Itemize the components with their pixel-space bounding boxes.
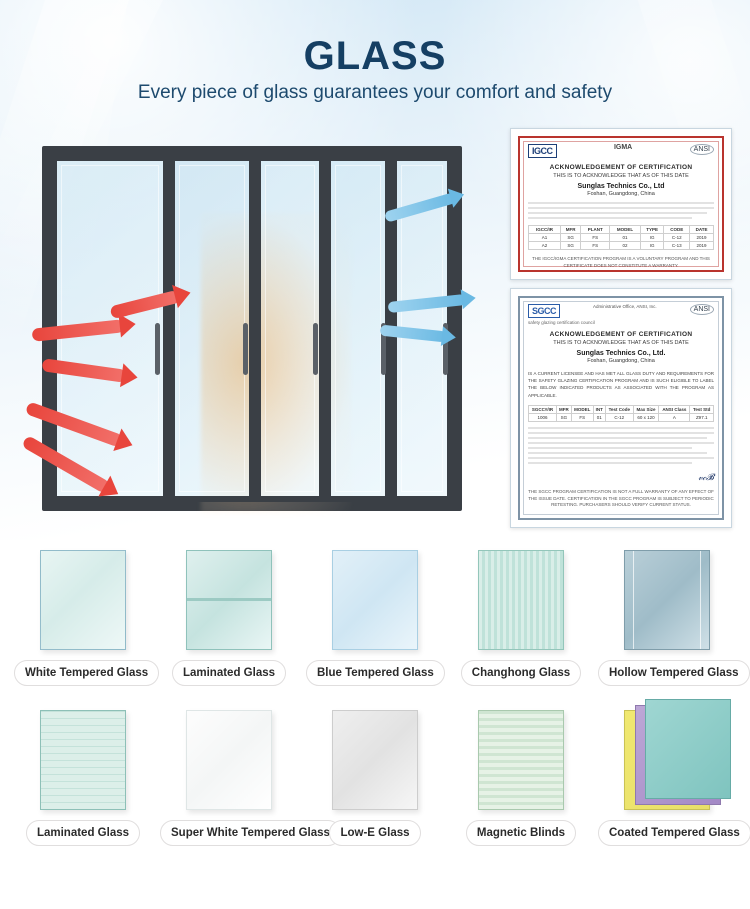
certificate-body-lines [528,202,714,219]
glass-swatch [478,710,564,810]
table-cell: FS [581,242,610,250]
certificate-body-lines [528,427,714,464]
table-header-cell: MODEL [610,226,641,234]
certificate-address: Foshan, Guangdong, China [587,191,655,197]
table-cell: A [659,413,690,421]
table-header-cell: ANSI Class [659,405,690,413]
door-handle-icon [243,323,248,375]
certificate-subtitle: THIS IS TO ACKNOWLEDGE THAT AS OF THIS DATE [553,173,689,179]
glass-swatch [624,710,710,810]
glass-swatch [40,710,126,810]
table-header-cell: CODE [664,226,690,234]
glass-label: White Tempered Glass [14,660,159,686]
certificate-company: Sunglas Technics Co., Ltd. [576,350,666,357]
table-cell: C-12 [664,234,690,242]
table-cell: Z97.1 [690,413,714,421]
table-header-cell: IGCC/IR [529,226,561,234]
certificate-address: Foshan, Guangdong, China [587,358,655,364]
table-cell: IG [640,242,664,250]
table-cell: FS [571,413,593,421]
table-row [529,413,714,421]
certificate-office-line: Administrative Office, ANSI, Inc. [592,304,657,309]
door-handle-icon [155,323,160,375]
glass-swatch [40,550,126,650]
table-cell: SG [560,242,580,250]
table-cell: SG [556,413,571,421]
glass-swatch [332,550,418,650]
table-cell: 2019 [690,234,714,242]
table-cell: 02 [610,242,641,250]
table-header-cell: Test Code [605,405,633,413]
table-cell: C-12 [605,413,633,421]
table-header-cell: MFR [556,405,571,413]
glass-card-super-white-tempered[interactable] [160,700,330,846]
certificate-table [528,225,714,250]
glass-card-low-e[interactable] [306,700,444,846]
certificate-table [528,405,714,422]
table-cell: SG [560,234,580,242]
glass-card-hollow-tempered[interactable] [598,540,739,686]
glass-swatch-layer [645,699,731,799]
glass-label: Magnetic Blinds [466,820,576,846]
glass-label: Super White Tempered Glass [160,820,341,846]
table-header-cell: PLANT [581,226,610,234]
table-header-cell: MFR [560,226,580,234]
table-header-cell: SGCC#/IR [529,405,557,413]
certificate-subtitle: THIS IS TO ACKNOWLEDGE THAT AS OF THIS DATE [553,340,689,346]
table-header-row [529,405,714,413]
certificate-title: ACKNOWLEDGEMENT OF CERTIFICATION [549,331,693,338]
table-cell: IG [640,234,664,242]
page-subtitle: Every piece of glass guarantees your comfort and safety [137,82,613,103]
table-cell: 01 [610,234,641,242]
glass-label: Blue Tempered Glass [306,660,445,686]
glass-swatch [332,710,418,810]
table-cell: 01 [593,413,605,421]
glass-label: Laminated Glass [172,660,286,686]
glass-label: Low-E Glass [329,820,420,846]
table-row [529,234,714,242]
table-header-cell: TYPE [640,226,664,234]
page-title: GLASS [303,34,447,78]
glass-swatch [186,550,272,650]
certificate-footer: THE IGCC/IGMA CERTIFICATION PROGRAM IS A VOLUNTARY PROGRAM AND THIS CERTIFICATE DOES NOT CONSTITUTE A WARRANTY. [532,256,710,268]
table-cell: C-13 [664,242,690,250]
door-handle-icon [313,323,318,375]
igcc-logo: IGCC [528,144,557,158]
glass-card-magnetic-blinds[interactable] [452,700,590,846]
glass-label: Laminated Glass [26,820,140,846]
table-cell: A1 [529,234,561,242]
glass-label: Hollow Tempered Glass [598,660,750,686]
certificate-body: IS A CURRENT LICENSEE AND HAS MET ALL GLASS DUTY AND REQUIREMENTS FOR THE SAFETY GLAZING CERTIFICATION PROGRAM AND IS SUCH ELIGIBLE TO LABEL THE BELOW INDICATED PRODUCTS AS ASSOCIATED WITH THE PROGRAM AS APPLICABLE. [528,371,714,398]
table-header-row [529,226,714,234]
glass-row-2 [0,700,750,846]
glass-card-laminated-2[interactable] [14,700,152,846]
glass-row-1 [0,540,750,686]
glass-card-changhong[interactable] [452,540,590,686]
glass-label: Coated Tempered Glass [598,820,750,846]
glass-label: Changhong Glass [461,660,581,686]
glass-swatch [186,710,272,810]
bi-folding-door-illustration [18,128,488,528]
table-cell: 60 x 120 [633,413,658,421]
table-header-cell: Test Std [690,405,714,413]
sgcc-logo: SGCC [528,304,560,318]
glass-card-laminated[interactable] [160,540,298,686]
glass-type-grid [0,540,750,846]
certificate-igcc [510,128,732,280]
ansi-badge: ANSI [690,144,714,155]
table-header-cell: Max Size [633,405,658,413]
certificate-sgcc [510,288,732,528]
certificate-company: Sunglas Technics Co., Ltd [577,183,665,190]
glass-card-coated-tempered[interactable] [598,700,740,846]
table-cell: 2019 [690,242,714,250]
igma-logo: IGMA [613,144,633,151]
table-header-cell: INT [593,405,605,413]
table-cell: A2 [529,242,561,250]
glass-card-blue-tempered[interactable] [306,540,444,686]
certificate-signature: 𝓋𝒸𝓑 [697,471,714,482]
table-row [529,242,714,250]
sgcc-council-label: safety glazing certification council [528,320,595,325]
table-cell: 1006 [529,413,557,421]
table-header-cell: MODEL [571,405,593,413]
certificate-footer: THE SGCC PROGRAM CERTIFICATION IS NOT A FULL WARRANTY OF ANY EFFECT OF THE ISSUE DATE. CERTIFICATION IN THE SGCC PROGRAM IS SUBJECT TO PERIODIC RETESTING. PURCHASERS SHOULD VERIFY CURRENT STATUS. [528,488,714,508]
table-header-cell: DATE [690,226,714,234]
ansi-badge: ANSI [690,304,714,315]
glass-swatch [624,550,710,650]
glass-swatch [478,550,564,650]
table-cell: FS [581,234,610,242]
certificate-title: ACKNOWLEDGEMENT OF CERTIFICATION [549,164,693,171]
glass-card-white-tempered[interactable] [14,540,152,686]
